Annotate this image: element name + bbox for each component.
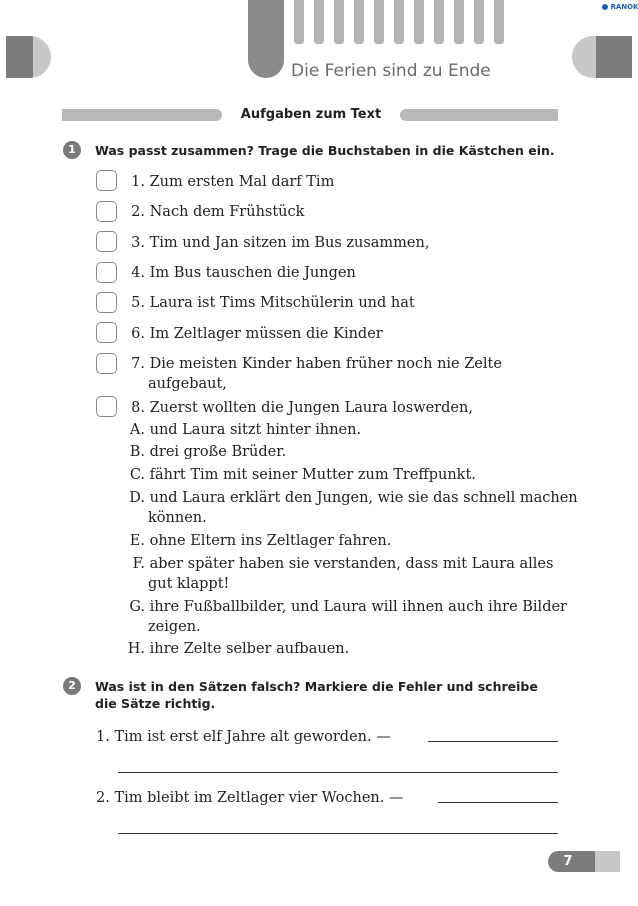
section-title: Aufgaben zum Text [240, 107, 382, 122]
option-letter: H. [127, 641, 145, 657]
item-text: Zuerst wollten die Jungen Laura loswerden, [149, 400, 473, 416]
answer-line[interactable] [428, 740, 558, 742]
list-item [127, 398, 473, 418]
answer-line[interactable] [438, 801, 558, 803]
option-letter: A. [129, 422, 145, 438]
option-letter: D. [129, 490, 145, 506]
logo-text: RANOK [610, 3, 638, 11]
item-text: Im Zeltlager müssen die Kinder [149, 326, 383, 342]
sentence-text: Tim ist erst elf Jahre alt geworden. — [114, 729, 391, 745]
logo-mark-icon [602, 4, 608, 10]
item-number: 7. [131, 356, 145, 372]
chapter-tab [248, 0, 284, 78]
answer-box-8[interactable] [96, 396, 117, 417]
left-page-tab [6, 36, 51, 78]
list-item [127, 354, 580, 394]
list-item [127, 293, 415, 313]
option-text: drei große Brüder. [149, 444, 287, 460]
item-number: 3. [131, 235, 145, 251]
chapter-title: Die Ferien sind zu Ende [291, 61, 491, 81]
option-text: fährt Tim mit seiner Mutter zum Treffpunkt. [149, 467, 476, 483]
answer-line[interactable] [118, 832, 558, 834]
option-item [127, 639, 349, 659]
option-letter: B. [129, 444, 145, 460]
list-item [127, 233, 429, 253]
list-item [127, 172, 334, 192]
task-number-badge: 1 [63, 141, 81, 159]
item-number: 5. [131, 295, 145, 311]
task-instruction: Was ist in den Sätzen falsch? Markiere die Fehler und schreibe die Sätze richtig. [95, 679, 538, 711]
answer-box-5[interactable] [96, 292, 117, 313]
option-item [127, 442, 286, 462]
answer-box-6[interactable] [96, 322, 117, 343]
item-text: Nach dem Frühstück [149, 204, 305, 220]
item-number: 4. [131, 265, 145, 281]
sentence-number: 1. [96, 729, 110, 745]
section-bar-right [400, 109, 558, 121]
sentence-item [96, 727, 391, 747]
list-item [127, 263, 356, 283]
option-item [127, 531, 391, 551]
answer-line[interactable] [118, 771, 558, 773]
answer-box-1[interactable] [96, 170, 117, 191]
item-text: Zum ersten Mal darf Tim [149, 174, 335, 190]
sentence-text: Tim bleibt im Zeltlager vier Wochen. — [114, 790, 404, 806]
option-text: ihre Fußballbilder, und Laura will ihnen auch ihre Bilder zeigen. [148, 599, 567, 635]
page-number: 7 [563, 854, 573, 869]
answer-box-7[interactable] [96, 353, 117, 374]
item-number: 2. [131, 204, 145, 220]
option-item [127, 488, 580, 528]
sentence-item [96, 788, 403, 808]
item-text: Tim und Jan sitzen im Bus zusammen, [149, 235, 430, 251]
task-number-badge: 2 [63, 677, 81, 695]
option-letter: G. [129, 599, 145, 615]
answer-box-3[interactable] [96, 231, 117, 252]
item-number: 1. [131, 174, 145, 190]
option-text: aber später haben sie verstanden, dass mit Laura alles gut klappt! [148, 556, 554, 592]
list-item [127, 202, 304, 222]
item-text: Die meisten Kinder haben früher noch nie Zelte aufgebaut, [148, 356, 502, 392]
answer-box-4[interactable] [96, 262, 117, 283]
item-number: 8. [131, 400, 145, 416]
item-number: 6. [131, 326, 145, 342]
option-letter: C. [129, 467, 145, 483]
option-item [127, 465, 476, 485]
sentence-number: 2. [96, 790, 110, 806]
publisher-logo [602, 3, 638, 11]
option-item [127, 420, 361, 440]
right-page-tab [572, 36, 632, 78]
option-text: und Laura sitzt hinter ihnen. [149, 422, 362, 438]
option-text: ohne Eltern ins Zeltlager fahren. [149, 533, 392, 549]
list-item [127, 324, 383, 344]
option-letter: F. [132, 556, 145, 572]
option-item [127, 554, 580, 594]
task-instruction: Was passt zusammen? Trage die Buchstaben in die Kästchen ein. [95, 143, 555, 158]
option-text: und Laura erklärt den Jungen, wie sie das schnell machen können. [148, 490, 578, 526]
item-text: Im Bus tauschen die Jungen [149, 265, 356, 281]
option-letter: E. [129, 533, 145, 549]
option-item [127, 597, 580, 637]
section-bar-left [62, 109, 222, 121]
answer-box-2[interactable] [96, 201, 117, 222]
item-text: Laura ist Tims Mitschülerin und hat [149, 295, 415, 311]
option-text: ihre Zelte selber aufbauen. [149, 641, 350, 657]
